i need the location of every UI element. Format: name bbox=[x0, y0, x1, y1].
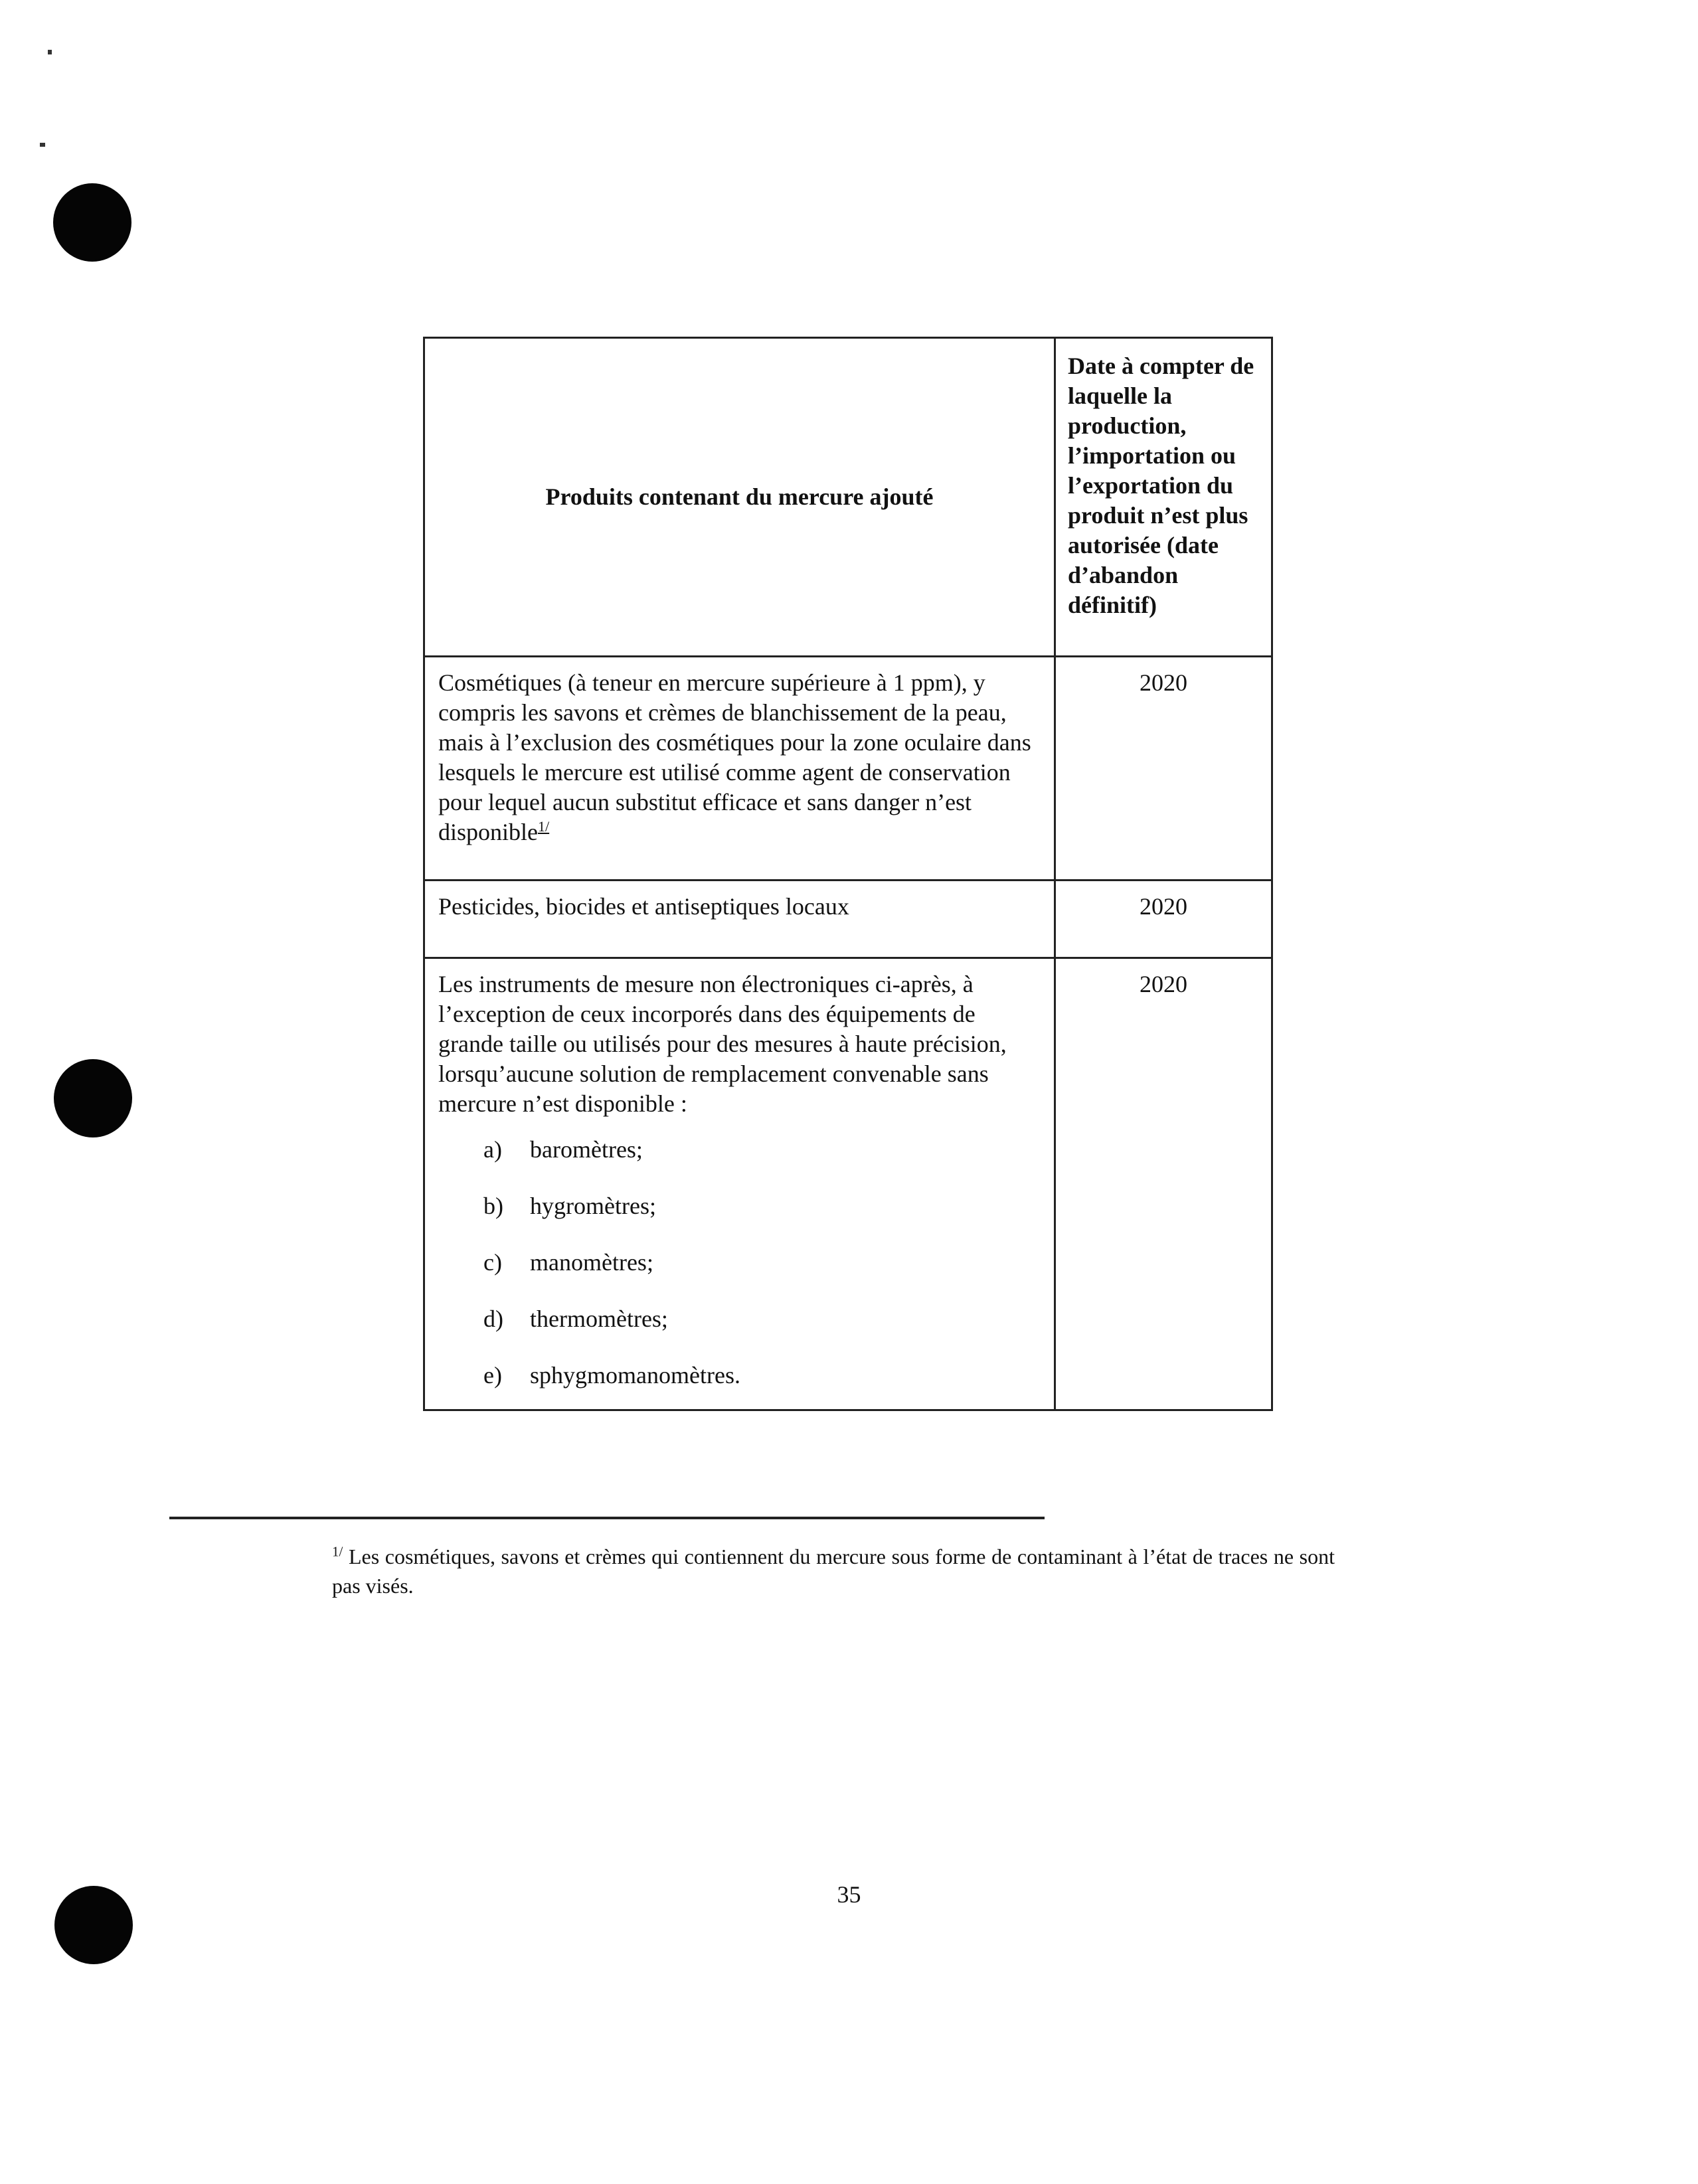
product-cell: Pesticides, biocides et antiseptiques locaux bbox=[424, 881, 1055, 958]
date-cell: 2020 bbox=[1055, 958, 1272, 1410]
mercury-products-table bbox=[423, 337, 1273, 1411]
product-cell bbox=[424, 958, 1055, 1410]
list-item bbox=[483, 1361, 1041, 1390]
footnote-separator bbox=[169, 1517, 1045, 1519]
header-phase-out-date: Date à compter de laquelle la production, l’importation ou l’exportation du produit n’est plus autorisée (date d’abandon définitif) bbox=[1055, 338, 1272, 657]
scan-speck bbox=[40, 143, 45, 147]
list-item-label: b) bbox=[483, 1193, 503, 1219]
footnote-text: Les cosmétiques, savons et crèmes qui contiennent du mercure sous forme de contaminant à l’état de traces ne sont pas visés. bbox=[332, 1545, 1335, 1598]
list-item bbox=[483, 1248, 1041, 1278]
list-item bbox=[483, 1191, 1041, 1221]
table-row bbox=[424, 881, 1272, 958]
list-item-label: c) bbox=[483, 1249, 502, 1276]
page-number: 35 bbox=[837, 1881, 861, 1908]
list-item-text: thermomètres; bbox=[530, 1305, 668, 1332]
table-row bbox=[424, 958, 1272, 1410]
product-cell bbox=[424, 657, 1055, 881]
list-item bbox=[483, 1135, 1041, 1165]
scan-speck bbox=[48, 50, 52, 54]
product-text: Cosmétiques (à teneur en mercure supérieure à 1 ppm), y compris les savons et crèmes de blanchissement de la peau, mais à l’exclusion des cosmétiques pour la zone oculaire dans lesquels le mercure est utilisé comme agent de conservation pour lequel aucun substitut efficace et sans danger n’est disponible bbox=[438, 669, 1031, 845]
list-item-label: e) bbox=[483, 1362, 502, 1388]
instrument-list bbox=[438, 1135, 1041, 1390]
list-item-text: manomètres; bbox=[530, 1249, 653, 1276]
table-header-row bbox=[424, 338, 1272, 657]
list-item-label: a) bbox=[483, 1136, 502, 1163]
date-cell: 2020 bbox=[1055, 881, 1272, 958]
footnote-marker: 1/ bbox=[332, 1543, 343, 1560]
list-item-label: d) bbox=[483, 1305, 503, 1332]
table-row bbox=[424, 657, 1272, 881]
date-cell: 2020 bbox=[1055, 657, 1272, 881]
punch-hole-top bbox=[53, 183, 131, 262]
list-item bbox=[483, 1304, 1041, 1334]
product-text: Les instruments de mesure non électroniques ci-après, à l’exception de ceux incorporés dans des équipements de grande taille ou utilisés pour des mesures à haute précision, lorsqu’aucune solution de remplacement convenable sans mercure n’est disponible : bbox=[438, 971, 1007, 1117]
footnote-ref: 1/ bbox=[538, 818, 550, 835]
list-item-text: baromètres; bbox=[530, 1136, 643, 1163]
header-products: Produits contenant du mercure ajouté bbox=[424, 338, 1055, 657]
list-item-text: hygromètres; bbox=[530, 1193, 656, 1219]
footnote bbox=[332, 1542, 1335, 1600]
punch-hole-middle bbox=[54, 1059, 132, 1137]
list-item-text: sphygmomanomètres. bbox=[530, 1362, 740, 1388]
